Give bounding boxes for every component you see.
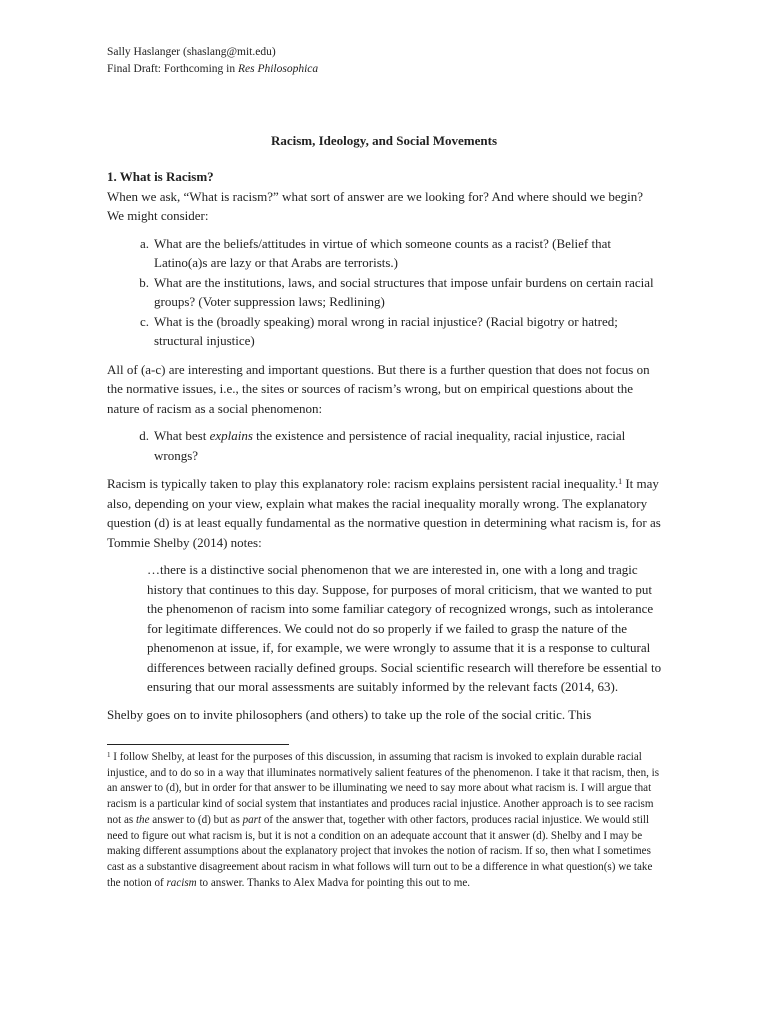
list-item — [107, 273, 663, 312]
draft-prefix: Final Draft: Forthcoming in — [107, 63, 238, 75]
author-line: Sally Haslanger (shaslang@mit.edu) — [107, 46, 276, 58]
list-marker: a. — [139, 235, 149, 251]
intro-paragraph: When we ask, “What is racism?” what sort of answer are we looking for? And where should we begin? We might consider: — [107, 188, 644, 223]
paragraph-normative: All of (a-c) are interesting and important questions. But there is a further question that does not focus on the normative issues, i.e., the sites or sources of racism’s wrong, but on empirical questions about the nature of racism as a social phenomenon: — [107, 361, 650, 416]
footnote-em-2: part — [242, 813, 262, 826]
list-item-text: What are the beliefs/attitudes in virtue of which someone counts as a racist? (Belief that Latino(a)s are lazy or that Arabs are terrorists.) — [154, 235, 612, 270]
list-item — [107, 234, 663, 273]
item-d-before: What best — [154, 428, 210, 443]
list-marker: b. — [139, 274, 149, 290]
list-item-text — [154, 426, 663, 465]
para3-end: It may also, depending on your view, explain what makes the racial inequality morally wrong. The explanatory question (d) is at least equally fundamental as the normative question in determining what racism is, for as Tommie Shelby (2014) notes: — [107, 476, 661, 550]
list-item-text: What is the (broadly speaking) moral wrong in racial injustice? (Racial bigotry or hatred; structural injustice) — [154, 313, 618, 348]
body-text — [107, 167, 663, 724]
list-item — [107, 426, 663, 465]
publication-line — [107, 61, 318, 78]
footnote-ref[interactable]: 1 — [618, 477, 623, 486]
paper-title: Racism, Ideology, and Social Movements — [270, 133, 498, 148]
journal-name: Res Philosophica — [237, 63, 319, 75]
paragraph-explanatory — [107, 474, 663, 552]
page-header — [107, 44, 318, 78]
list-marker: d. — [139, 428, 149, 443]
footnote-text-2: answer to (d) but as — [149, 813, 243, 826]
footnote-text-1: I follow Shelby, at least for the purposes of this discussion, in assuming that racism is invoked to explain durable racial injustice, and to do so in a way that illuminates normatively salient features of the phenomenon. I take it that racism, then, is an answer to (d), but in order for that answer to be illuminating we need to say more about what racism is. I will argue that racism is a particular kind of social system that instantiates and produces racial injustice. Another approach is to see racism not as — [107, 751, 660, 826]
item-d-emphasis: explains — [209, 428, 253, 443]
para3-start: Racism is typically taken to play this explanatory role: racism explains persistent racial inequality. — [107, 476, 619, 491]
paragraph-shelby: Shelby goes on to invite philosophers (and others) to take up the role of the social critic. This — [107, 706, 592, 722]
footnote-em-1: the — [135, 813, 150, 826]
footnote-number: 1 — [107, 751, 111, 759]
item-d-after: the existence and persistence of racial inequality, racial injustice, racial wrongs? — [154, 428, 626, 463]
list-item-text: What are the institutions, laws, and social structures that impose unfair burdens on certain racial groups? (Voter suppression laws; Redlining) — [154, 274, 654, 309]
block-quote: …there is a distinctive social phenomenon that we are interested in, one with a long and tragic history that continues to this day. Suppose, for purposes of moral criticism, that we wanted to put the phenomenon of racism into some familiar category of recognized wrongs, such as intolerance for legitimate differences. We could not do so properly if we failed to grasp the nature of the phenomenon at issue, if, for example, we were wrongly to assume that it is a response to cultural differences between racially defined groups. Social scientific research will therefore be essential to ensuring that our moral assessments are suitably informed by the relevant facts (2014, 63). — [147, 562, 662, 694]
section-heading: 1. What is Racism? — [107, 169, 214, 184]
footnote-divider — [107, 744, 289, 745]
question-list-d — [107, 426, 663, 465]
list-marker: c. — [139, 313, 149, 329]
list-item — [107, 312, 663, 351]
footnote-text-4: to answer. Thanks to Alex Madva for pointing this out to me. — [196, 876, 471, 889]
footnote-em-3: racism — [166, 876, 197, 889]
footnote-text-3: of the answer that, together with other factors, produces racial injustice. We would still need to figure out what racism is, but it is not a condition on an adequate account that it answer (d). Shelby and I may be making different assumptions about the explanatory project that invokes the notion of racism. If so, then what I sometimes cast as a substantive disagreement about racism in what follows will turn out to be a difference in what question(s) we take the notion of — [107, 813, 653, 889]
footnote — [107, 750, 663, 891]
question-list — [107, 234, 663, 351]
